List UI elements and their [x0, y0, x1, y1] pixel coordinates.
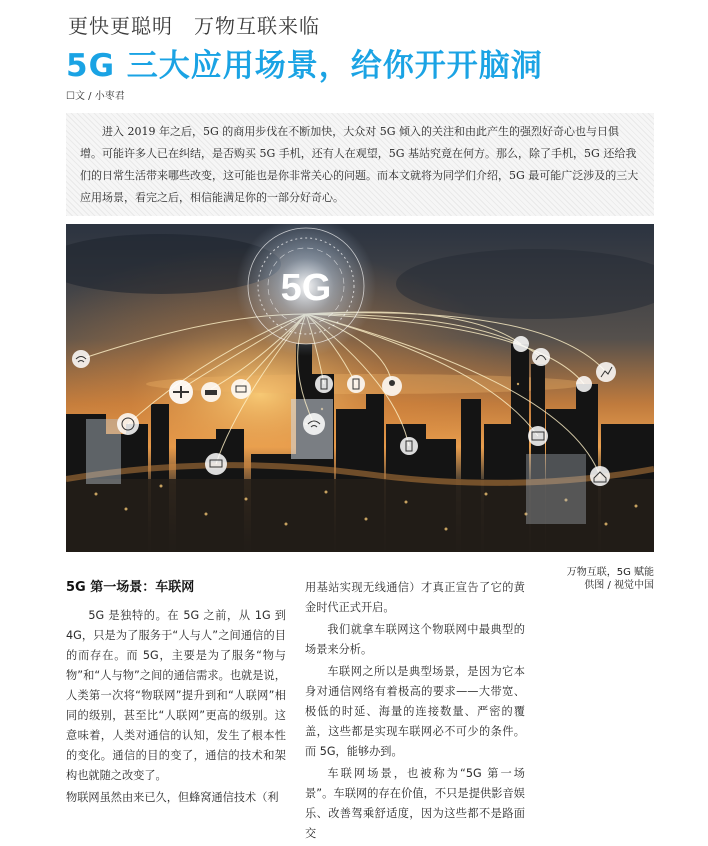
wifi-node-icon: [303, 413, 325, 435]
paragraph: 用基站实现无线通信）才真正宣告了它的黄金时代正式开启。: [305, 581, 525, 614]
phone-node-icon: [315, 375, 333, 393]
paragraph: 我们就拿车联网这个物联网中最典型的场景来分析。: [305, 623, 525, 656]
hero-image: [66, 224, 654, 552]
airplane-node-icon: [169, 380, 193, 404]
section-title: 5G 第一场景：车联网: [66, 580, 195, 595]
chart-node-icon: [596, 362, 616, 382]
article-column-1: [66, 578, 286, 810]
home-node-icon: [590, 466, 610, 486]
city-network-illustration: [66, 224, 654, 552]
wifi-node-icon: [513, 336, 529, 352]
globe-node-icon: [117, 413, 139, 435]
caption-credit: 供图 / 视觉中国: [584, 580, 654, 591]
intro-paragraph: 进入 2019 年之后，5G 的商用步伐在不断加快，大众对 5G 倾入的关注和由此产生的强烈好奇心也与日俱增。可能许多人已在纠结，是否购买 5G 手机，还有人在观望，5G 基站究竟在何方。那么，除了手机，5G 还给我们的日常生活带来哪些改变，这可能也是你非常关心的问题。而本文就将为同学们介绍，5G 最可能广泛涉及的三大应用场景，看完之后，相信能满足你的一部分好奇心。: [80, 125, 639, 204]
camera-node-icon: [528, 426, 548, 446]
people-node-icon: [382, 376, 402, 396]
paragraph: 车联网之所以是典型场景，是因为它本身对通信网络有着极高的要求——大带宽、极低的时延、海量的连接数量、严密的覆盖，这些都是实现车联网必不可少的条件。而 5G，能够办到。: [305, 665, 525, 758]
intro-box: [66, 113, 654, 216]
caption-line: 万物互联，5G 赋能: [566, 567, 654, 578]
phone-node-icon: [400, 437, 418, 455]
5g-badge-text: 5G: [280, 267, 332, 309]
car-node-icon: [201, 382, 221, 402]
kicker-title: 更快更聪明 万物互联来临: [68, 14, 320, 38]
paragraph: 车联网场景，也被称为“5G 第一场景”。车联网的存在价值，不只是提供影音娱乐、改善驾乘舒适度，因为这些都不是路面交: [305, 767, 525, 840]
laptop-node-icon: [205, 453, 227, 475]
article-headline: 5G 三大应用场景，给你开开脑洞: [66, 48, 543, 84]
headphones-node-icon: [532, 348, 550, 366]
wifi-node-icon: [72, 350, 90, 368]
image-caption: [528, 566, 654, 592]
cart-node-icon: [231, 379, 251, 399]
paragraph: 物联网虽然由来已久，但蜂窝通信技术（利: [66, 791, 279, 804]
byline: ☐文 / 小枣君: [66, 91, 125, 102]
article-column-2: [305, 578, 525, 846]
phone-node-icon: [576, 376, 592, 392]
phone-node-icon: [347, 375, 365, 393]
paragraph: 5G 是独特的。在 5G 之前，从 1G 到 4G，只是为了服务于“人与人”之间通信的目的而存在。而 5G，主要是为了服务“物与物”和“人与物”之间的通信需求。也就是说，人类第一次将“物联网”提升到和“人联网”相同的级别，甚至比“人联网”更高的级别。这意味着，人类对通信的认知，发生了根本性的变化。通信的目的变了，通信的技术和架构也就随之改变了。: [66, 609, 286, 782]
